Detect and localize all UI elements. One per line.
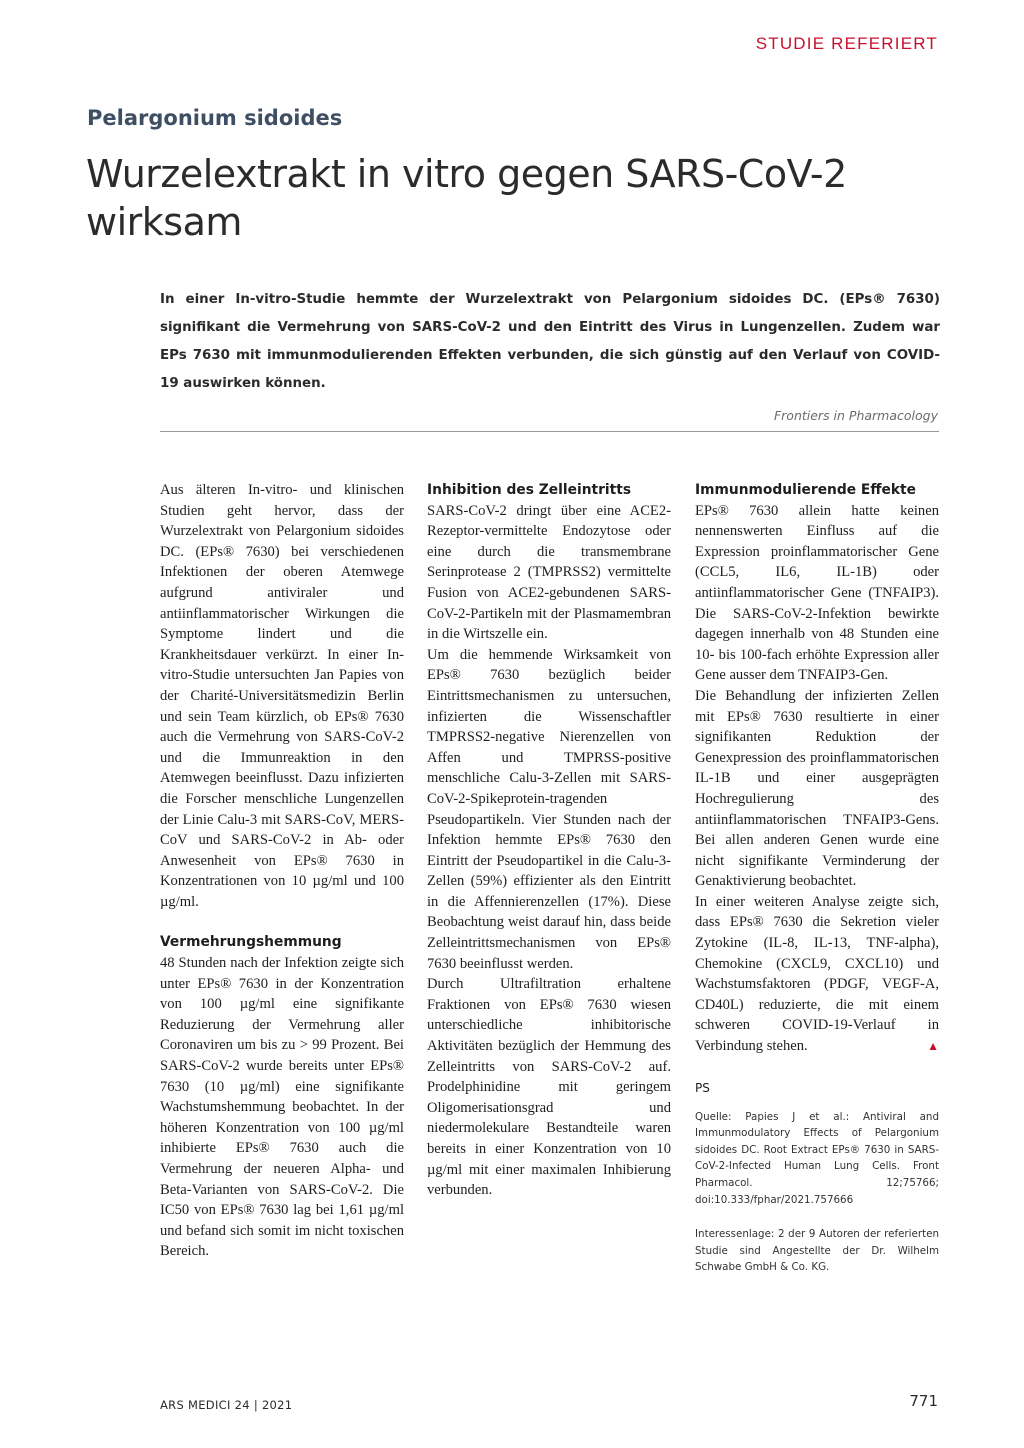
divider-rule	[160, 431, 939, 432]
paragraph: SARS-CoV-2 dringt über eine ACE2-Rezeptor-vermittelte Endozytose oder eine durch die transmembrane Serinprotease 2 (TMPRSS2) vermittelte Fusion von ACE2-gebundenen SARS-CoV-2-Partikeln mit der Plasmamembran in die Wirtszelle ein.	[427, 502, 671, 643]
conflict-of-interest-note: Interessenlage: 2 der 9 Autoren der referierten Studie sind Angestellte der Dr. Wilhelm Schwabe GmbH & Co. KG.	[695, 1228, 939, 1274]
paragraph: Um die hemmende Wirksamkeit von EPs® 7630 bezüglich beider Eintrittsmechanismen zu untersuchen, infizierten die Wissenschaftler TMPRSS2-negative Nierenzellen von Affen und TMPRSS-positive menschliche Calu-3-Zellen mit SARS-CoV-2-Spikeprotein-tragenden Pseudopartikeln. Vier Stunden nach der Infektion hemmte EPs® 7630 den Eintritt der Pseudopartikel in die Calu-3-Zellen (59%) effizienter als den Eintritt in die Affennierenzellen (17%). Diese Beobachtung weist darauf hin, dass beide Zelleintrittsmechanismen von EPs® 7630 beeinflusst werden.	[427, 646, 671, 972]
author-initials: PS	[695, 1080, 710, 1095]
paragraph: Durch Ultrafiltration erhaltene Fraktionen von EPs® 7630 wiesen unterschiedliche inhibitorische Aktivitäten bezüglich der Hemmung des Zelleintritts von SARS-CoV-2 auf. Prodelphinidine mit geringem Oligomerisationsgrad und niedermolekulare Bestandteile waren bereits in einer Konzentration von 10 µg/ml mit einer maximalen Inhibierung verbunden.	[427, 976, 671, 1199]
subheading-inhibition: Inhibition des Zelleintritts	[427, 482, 632, 498]
article-title: Wurzelextrakt in vitro gegen SARS-CoV-2 wirksam	[86, 152, 847, 244]
article-kicker: Pelargonium sidoides	[87, 106, 343, 130]
subheading-immunmodulierende-effekte: Immunmodulierende Effekte	[695, 482, 917, 498]
column-2	[427, 480, 671, 1201]
column-3	[695, 480, 939, 1276]
end-marker-icon: ▲	[927, 1039, 939, 1054]
paragraph: Die Behandlung der infizierten Zellen mit EPs® 7630 resultierte in einer signifikanten Reduktion der Genexpression des proinflammatorischen IL-1B und einer ausgeprägten Hochregulierung des antiinflammatorischen TNFAIP3-Gens. Bei allen anderen Genen wurde eine nicht signifikante Verminderung der Genaktivierung beobachtet.	[695, 687, 939, 890]
column-1	[160, 480, 404, 1262]
paragraph: 48 Stunden nach der Infektion zeigte sich unter EPs® 7630 in der Konzentration von 100 µg/ml eine signifikante Reduzierung der Vermehrung aller Coronaviren um bis zu > 99 Prozent. Bei SARS-CoV-2 wurde bereits unter EPs® 7630 (10 µg/ml) eine signifikante Wachstumshemmung beobachtet. In der höheren Konzentration von 100 µg/ml inhibierte EPs® 7630 auch die Vermehrung der neueren Alpha- und Beta-Varianten von SARS-CoV-2. Die IC50 von EPs® 7630 lag bei 1,61 µg/ml und befand sich somit im nicht toxischen Bereich.	[160, 955, 404, 1260]
paragraph: EPs® 7630 allein hatte keinen nennenswerten Einfluss auf die Expression proinflammatorischer Gene (CCL5, IL6, IL-1B) oder antiinflammatorischer Gene (TNFAIP3). Die SARS-CoV-2-Infektion bewirkte dagegen innerhalb von 48 Stunden eine 10- bis 100-fach erhöhte Expression aller Gene ausser dem TNFAIP3-Gen.	[695, 502, 939, 684]
source-journal: Frontiers in Pharmacology	[773, 408, 938, 423]
intro-paragraph: Aus älteren In-vitro- und klinischen Studien geht hervor, dass der Wurzelextrakt von Pelargonium sidoides DC. (EPs® 7630) bei verschiedenen Infektionen der oberen Atemwege aufgrund antiviraler und antiinflammatorischer Wirkungen die Symptome lindert und die Krankheitsdauer verkürzt. In einer In-vitro-Studie untersuchten Jan Papies von der Charité-Universitätsmedizin Berlin und sein Team kürzlich, ob EPs® 7630 auch die Vermehrung von SARS-CoV-2 und die Immunreaktion in den Atemwegen beeinflusst. Dazu infizierten die Forscher menschliche Lungenzellen der Linie Calu-3 mit SARS-CoV, MERS-CoV und SARS-CoV-2 in Ab- oder Anwesenheit von EPs® 7630 in Konzentrationen von 10 µg/ml und 100 µg/ml.	[160, 482, 404, 910]
section-label: STUDIE REFERIERT	[755, 34, 938, 53]
footer-journal: ARS MEDICI 24 | 2021	[160, 1398, 293, 1412]
page-number: 771	[909, 1392, 938, 1410]
paragraph-text: In einer weiteren Analyse zeigte sich, dass EPs® 7630 die Sekretion vieler Zytokine (IL-8, IL-13, TNF-alpha), Chemokine (CXCL9, CXCL10) und Wachstumsfaktoren (PDGF, VEGF-A, CD40L) reduzierte, die mit einem schweren COVID-19-Verlauf in Verbindung stehen.	[695, 893, 939, 1055]
paragraph	[695, 892, 939, 1057]
article-lead: In einer In-vitro-Studie hemmte der Wurzelextrakt von Pelargonium sidoides DC. (EPs® 7630) signifikant die Vermehrung von SARS-CoV-2 und den Eintritt des Virus in Lungenzellen. Zudem war EPs 7630 mit immunmodulierenden Effekten verbunden, die sich günstig auf den Verlauf von COVID-19 auswirken können.	[160, 292, 940, 391]
reference-note: Quelle: Papies J et al.: Antiviral and Immunmodulatory Effects of Pelargonium sidoides DC. Root Extract EPs® 7630 in SARS-CoV-2-Infected Human Lung Cells. Front Pharmacol. 12;75766; doi:10.333/fphar/2021.757666	[695, 1110, 939, 1206]
subheading-vermehrungshemmung: Vermehrungshemmung	[160, 934, 342, 951]
